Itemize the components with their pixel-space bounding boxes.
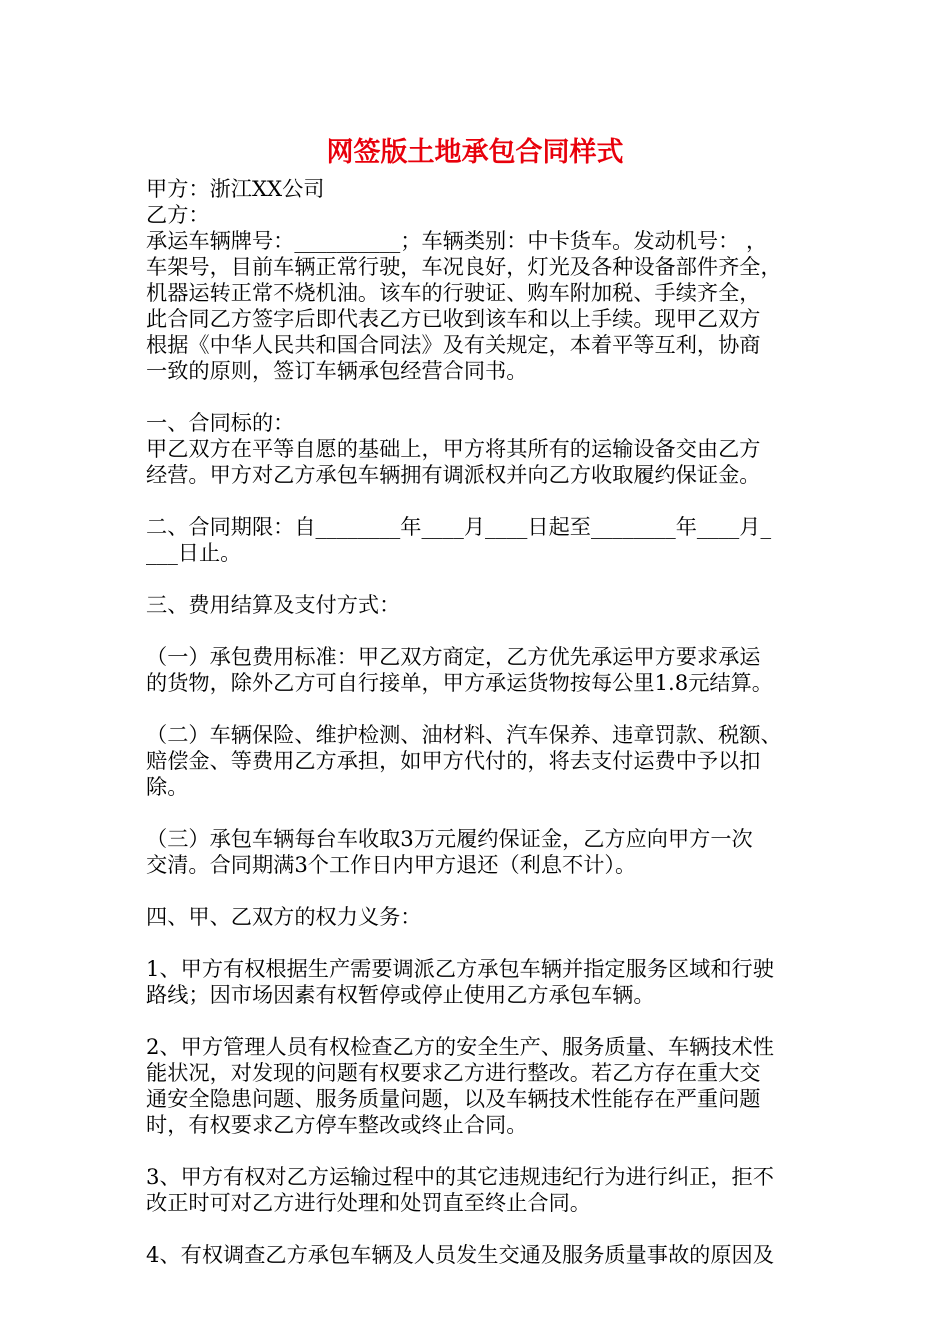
text-line: 此合同乙方签字后即代表乙方已收到该车和以上手续。现甲乙双方 — [146, 306, 761, 331]
text-line: 改正时可对乙方进行处理和处罚直至终止合同。 — [146, 1190, 591, 1215]
blank-line — [146, 488, 814, 514]
text-line: 通安全隐患问题、服务质量问题，以及车辆技术性能存在严重问题 — [146, 1086, 761, 1111]
blank-line — [146, 800, 814, 826]
blank-line — [146, 930, 814, 956]
text-line: 路线；因市场因素有权暂停或停止使用乙方承包车辆。 — [146, 982, 655, 1007]
text-line: 交清。合同期满3个工作日内甲方退还（利息不计）。 — [146, 852, 637, 877]
text-line: 机器运转正常不烧机油。该车的行驶证、购车附加税、手续齐全， — [146, 280, 761, 305]
blank-line — [146, 878, 814, 904]
blank-line — [146, 1216, 814, 1242]
blank-line — [146, 566, 814, 592]
text-line: 能状况，对发现的问题有权要求乙方进行整改。若乙方存在重大交 — [146, 1060, 761, 1085]
text-line: 一致的原则，签订车辆承包经营合同书。 — [146, 358, 528, 383]
blank-line — [146, 696, 814, 722]
text-line: （一）承包费用标准：甲乙双方商定，乙方优先承运甲方要求承运 — [146, 644, 761, 669]
text-line: 时，有权要求乙方停车整改或终止合同。 — [146, 1112, 528, 1137]
text-line: 根据《中华人民共和国合同法》及有关规定，本着平等互利，协商 — [146, 332, 761, 357]
text-line: 2、甲方管理人员有权检查乙方的安全生产、服务质量、车辆技术性 — [146, 1034, 774, 1059]
text-line: 赔偿金、等费用乙方承担，如甲方代付的，将去支付运费中予以扣 — [146, 748, 761, 773]
text-line: 甲乙双方在平等自愿的基础上，甲方将其所有的运输设备交由乙方 — [146, 436, 761, 461]
document-body — [146, 176, 814, 1268]
text-line: 3、甲方有权对乙方运输过程中的其它违规违纪行为进行纠正，拒不 — [146, 1164, 774, 1189]
text-line: 除。 — [146, 774, 189, 799]
blank-line — [146, 618, 814, 644]
text-line: 的货物，除外乙方可自行接单，甲方承运货物按每公里1.8元结算。 — [146, 670, 773, 695]
blank-line — [146, 1138, 814, 1164]
text-line: 车架号，目前车辆正常行驶，车况良好，灯光及各种设备部件齐全， — [146, 254, 782, 279]
blank-line — [146, 1008, 814, 1034]
text-line: 4、有权调查乙方承包车辆及人员发生交通及服务质量事故的原因及 — [146, 1242, 774, 1267]
text-line: 三、费用结算及支付方式： — [146, 592, 401, 617]
text-line: 1、甲方有权根据生产需要调派乙方承包车辆并指定服务区域和行驶 — [146, 956, 774, 981]
text-line: （二）车辆保险、维护检测、油材料、汽车保养、违章罚款、税额、 — [146, 722, 782, 747]
text-line: （三）承包车辆每台车收取3万元履约保证金，乙方应向甲方一次 — [146, 826, 753, 851]
blank-line — [146, 384, 814, 410]
text-line: ___日止。 — [146, 540, 242, 565]
text-line: 二、合同期限：自________年____月____日起至________年____月_ — [146, 514, 772, 539]
text-line: 四、甲、乙双方的权力义务： — [146, 904, 422, 929]
text-line: 一、合同标的： — [146, 410, 295, 435]
text-line: 经营。甲方对乙方承包车辆拥有调派权并向乙方收取履约保证金。 — [146, 462, 761, 487]
document-title: 网签版土地承包合同样式 — [326, 137, 624, 168]
text-line: 乙方： — [146, 202, 210, 227]
text-line: 承运车辆牌号：__________；车辆类别：中卡货车。发动机号： ， — [146, 228, 768, 253]
text-line: 甲方：浙江XX公司 — [146, 176, 325, 201]
